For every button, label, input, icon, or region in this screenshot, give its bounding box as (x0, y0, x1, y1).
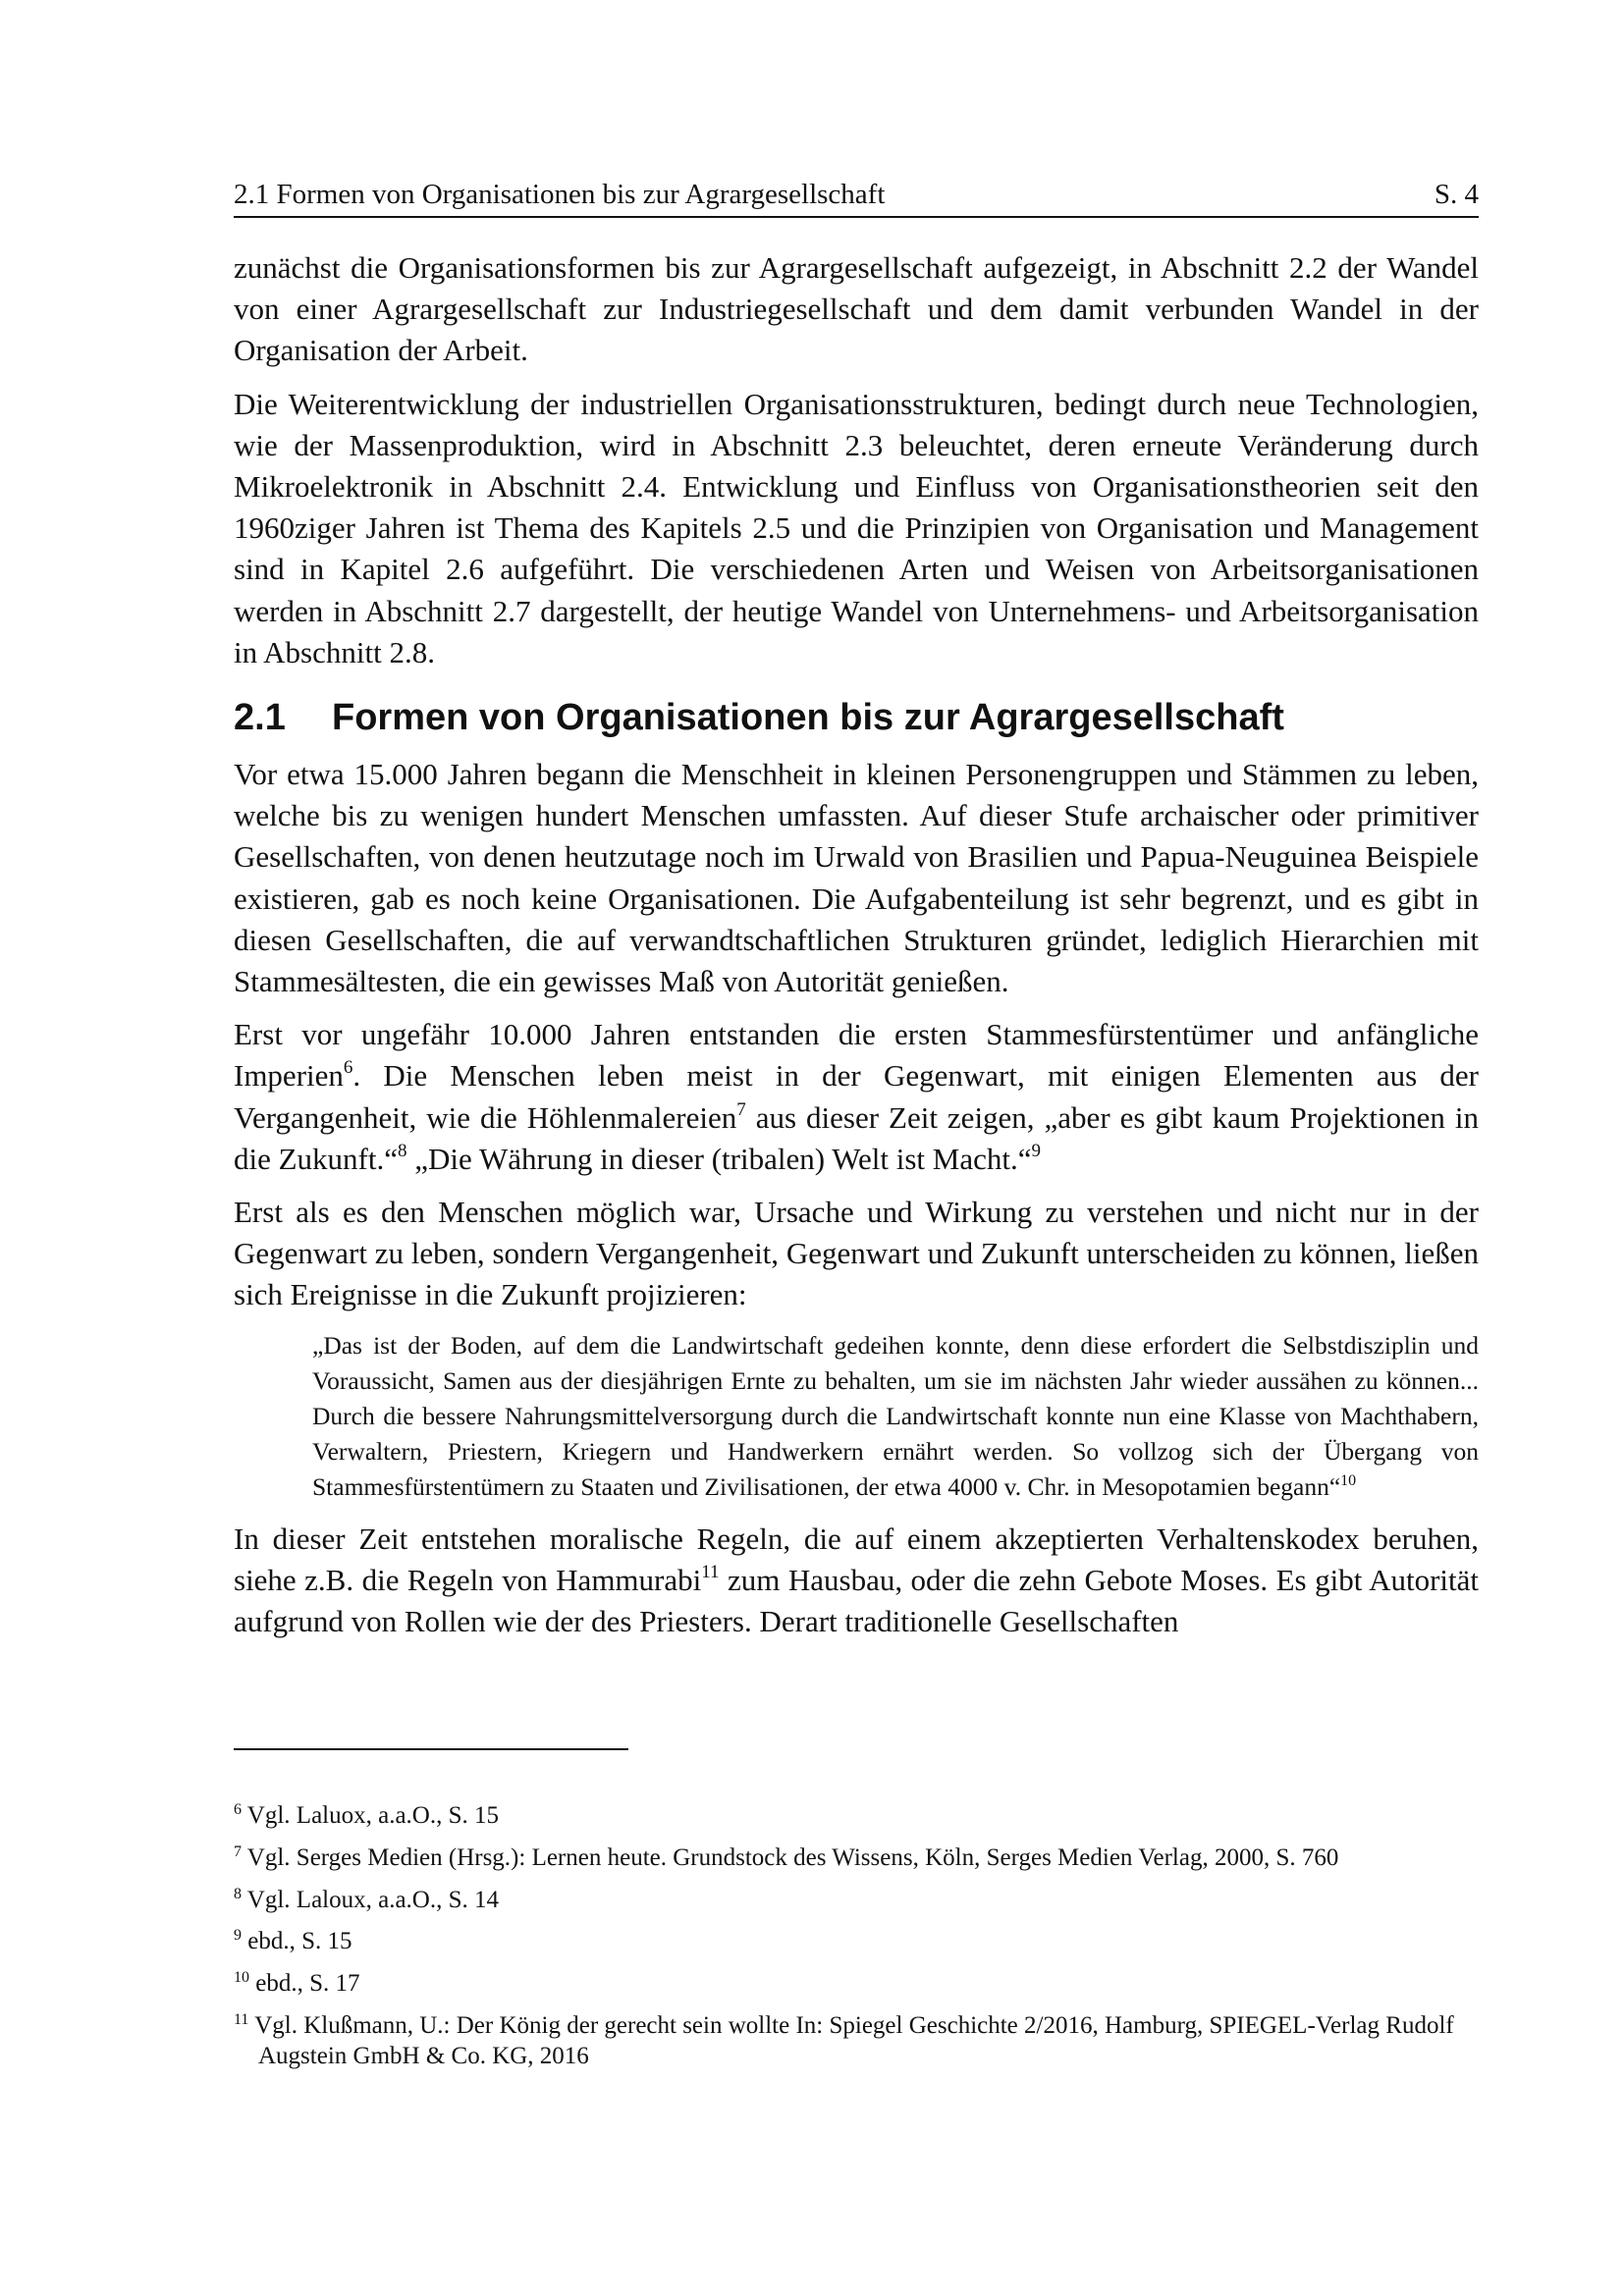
footnotes (234, 1800, 1479, 2083)
footnote-text: ebd., S. 15 (242, 1928, 352, 1955)
footnote-item (234, 1800, 1479, 1831)
footnote-number: 6 (234, 1801, 242, 1818)
footnote-ref[interactable]: 10 (1340, 1471, 1357, 1489)
section-heading (234, 693, 1479, 742)
body-text (234, 247, 1479, 1654)
footnote-ref[interactable]: 8 (398, 1140, 407, 1161)
footnote-number: 9 (234, 1927, 242, 1945)
footnote-number: 11 (234, 2010, 249, 2028)
footnote-item (234, 1885, 1479, 1915)
text-run: Erst vor ungefähr 10.000 Jahren entstanden die ersten Stammesfürstentümer und anfängliche Imperien (234, 1017, 1479, 1094)
quote-text: „Das ist der Boden, auf dem die Landwirtschaft gedeihen konnte, denn diese erfordert die Selbstdisziplin und Voraussicht, Samen aus der diesjährigen Ernte zu behalten, um sie im nächsten Jahr wieder aussähen zu können... Durch die bessere Nahrungsmittelversorgung durch die Landwirtschaft konnte nun eine Klasse von Machthabern, Verwaltern, Priestern, Kriegern und Handwerkern ernährt werden. So vollzog sich der Übergang von Stammesfürstentümern zu Staaten und Zivilisationen, der etwa 4000 v. Chr. in Mesopotamien begann“ (312, 1330, 1479, 1501)
intro-paragraph-2: Die Weiterentwicklung der industriellen Organisationsstrukturen, bedingt durch neue Technologien, wie der Massenproduktion, wird in Abschnitt 2.3 beleuchtet, deren erneute Veränderung durch Mikroelektronik in Abschnitt 2.4. Entwicklung und Einfluss von Organisationstheorien seit den 1960ziger Jahren ist Thema des Kapitels 2.5 und die Prinzipien von Organisation und Management sind in Kapitel 2.6 aufgeführt. Die verschiedenen Arten und Weisen von Arbeitsorganisationen werden in Abschnitt 2.7 dargestellt, der heutige Wandel von Unternehmens- und Arbeitsorganisation in Abschnitt 2.8. (234, 386, 1479, 669)
paragraph-cause-effect: Erst als es den Menschen möglich war, Ursache und Wirkung zu verstehen und nicht nur in der Gegenwart zu leben, sondern Vergangenheit, Gegenwart und Zukunft unterscheiden zu können, ließen sich Ereignisse in die Zukunft projizieren: (234, 1195, 1479, 1312)
intro-paragraph-1: zunächst die Organisationsformen bis zur Agrargesellschaft aufgezeigt, in Abschnitt 2.2 der Wandel von einer Agrargesellschaft zur Industriegesellschaft und dem damit verbunden Wandel in der Organisation der Arbeit. (234, 250, 1479, 368)
footnote-item (234, 1968, 1479, 1999)
paragraph-tribal-societies: Vor etwa 15.000 Jahren begann die Menschheit in kleinen Personengruppen und Stämmen zu leben, welche bis zu wenigen hundert Menschen umfassten. Auf dieser Stufe archaischer oder primitiver Gesellschaften, von denen heutzutage noch im Urwald von Brasilien und Papua-Neuguinea Beispiele existieren, gab es noch keine Organisationen. Die Aufgabenteilung ist sehr begrenzt, und es gibt in diesen Gesellschaften, die auf verwandtschaftlichen Strukturen gründet, lediglich Hierarchien mit Stammesältesten, die ein gewisses Maß von Autorität genießen. (234, 757, 1479, 999)
text-run: zum Hausbau, oder die zehn Gebote Moses. Es gibt Autorität aufgrund von Rollen wie der des Priesters. Derart traditionelle Gesellschaften (234, 1562, 1479, 1639)
footnote-text: Vgl. Laluox, a.a.O., S. 15 (242, 1802, 500, 1829)
footnote-number: 10 (234, 1969, 249, 1987)
block-quote (312, 1328, 1479, 1505)
footnote-item (234, 1842, 1479, 1873)
running-header (234, 175, 1479, 218)
footnote-ref[interactable]: 9 (1031, 1140, 1041, 1161)
footnote-ref[interactable]: 6 (343, 1057, 353, 1079)
footnote-text: Vgl. Serges Medien (Hrsg.): Lernen heute. Grundstock des Wissens, Köln, Serges Medien Verlag, 2000, S. 760 (242, 1843, 1339, 1871)
text-run: „Die Währung in dieser (tribalen) Welt ist Macht.“ (406, 1141, 1032, 1176)
section-title: Formen von Organisationen bis zur Agrargesellschaft (332, 697, 1284, 739)
footnote-item (234, 2010, 1479, 2071)
section-number: 2.1 (234, 697, 286, 739)
footnote-number: 8 (234, 1885, 242, 1902)
footnote-text: ebd., S. 17 (249, 1970, 360, 1998)
page-number: S. 4 (1434, 179, 1479, 210)
text-run: aus dieser Zeit zeigen, „aber es gibt kaum Projektionen in die Zukunft.“ (234, 1099, 1479, 1176)
text-run: In dieser Zeit entstehen moralische Regeln, die auf einem akzeptierten Verhaltenskodex beruhen, siehe z.B. die Regeln von Hammurabi (234, 1521, 1479, 1597)
footnote-ref[interactable]: 11 (701, 1561, 720, 1582)
paragraph-moral-rules (234, 1519, 1479, 1643)
text-run: . Die Menschen leben meist in der Gegenwart, mit einigen Elementen aus der Vergangenheit, wie die Höhlenmalereien (234, 1058, 1479, 1135)
footnote-ref[interactable]: 7 (736, 1098, 746, 1120)
footnote-number: 7 (234, 1842, 242, 1860)
footnote-text: Vgl. Klußmann, U.: Der König der gerecht sein wollte In: Spiegel Geschichte 2/2016, Hamburg, SPIEGEL-Verlag Rudolf Augstein GmbH & Co. KG, 2016 (248, 2011, 1454, 2069)
paragraph-chiefdoms (234, 1014, 1479, 1180)
footnote-text: Vgl. Laloux, a.a.O., S. 14 (242, 1886, 500, 1913)
footnote-item (234, 1926, 1479, 1956)
footnote-separator (234, 1748, 628, 1750)
header-title: 2.1 Formen von Organisationen bis zur Agrargesellschaft (234, 179, 886, 210)
